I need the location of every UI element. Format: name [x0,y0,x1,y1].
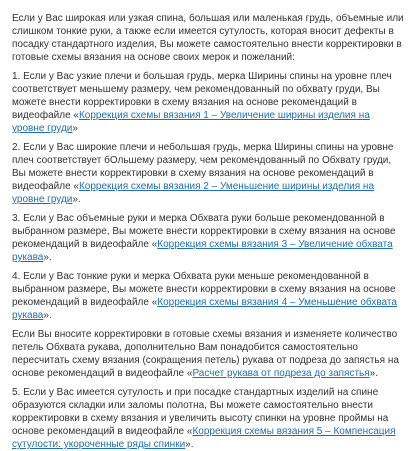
item-1-text: 1. Если у Вас узкие плечи и большая грудь, мерка Ширины спины на уровне плеч соответствует меньшему размеру, чем рекомендованный по обхвату груди, Вы можете внести корректировки в схему вязания на основе рекомендаций в видеофайле « [12,71,392,121]
item-1-paragraph [12,70,404,135]
sleeve-note-after: ». [369,368,379,379]
item-3-paragraph [12,212,404,264]
item-4-link[interactable]: Коррекция схемы вязания 4 – Уменьшение обхвата рукава [12,297,397,321]
item-5-text: 5. Если у Вас имеется сутулость и при посадке стандартных изделий на спине образуются складки или заломы полотна, Вы можете самостоятельно внести корректировки в схему вязания и увеличить высоту спинки на уровне проймы на основе рекомендаций в видеофайле « [12,387,389,437]
item-3-text: 3. Если у Вас объемные руки и мерка Обхвата руки больше рекомендованной в выбранном размере, Вы можете внести корректировки в схему вязания на основе рекомендаций в видеофайле « [12,213,396,250]
sleeve-note-text: Если Вы вносите корректировки в готовые схемы вязания и изменяете количество петель Обхвата рукава, дополнительно Вам понадобится самостоятельно пересчитать схему вязания (сокращения петель) рукава от подреза до запястья на основе рекомендаций в видеофайле « [12,329,399,379]
item-1-link[interactable]: Коррекция схемы вязания 1 – Увеличение ширины изделия на уровне груди [12,110,370,134]
item-2-text: 2. Если у Вас широкие плечи и небольшая грудь, мерка Ширины спины на уровне плеч соответствует бОльшему размеру, чем рекомендованный по Обхвату груди, Вы можете внести корректировки в схему вязания на основе рекомендаций в видеофайле « [12,142,394,192]
item-3-link[interactable]: Коррекция схемы вязания 3 – Увеличение обхвата рукава [12,239,393,263]
item-1-after: » [72,123,78,134]
item-5-link[interactable]: Коррекция схемы вязания 5 – Компенсация сутулости: укороченные ряды спинки [12,426,396,450]
item-5-after: ». [185,439,194,450]
item-5-paragraph [12,386,404,451]
item-2-link[interactable]: Коррекция схемы вязания 2 – Уменьшение ширины изделия на уровне груди [12,181,375,205]
item-2-after: ». [72,194,81,205]
item-3-after: ». [43,252,52,263]
item-4-after: ». [43,310,52,321]
sleeve-note-link[interactable]: Расчет рукава от подреза до запястья [192,368,370,379]
item-2-paragraph [12,141,404,206]
intro-paragraph: Если у Вас широкая или узкая спина, большая или маленькая грудь, объемные или слишком тонкие руки, а также если имеется сутулость, которая вносит дефекты в посадку стандартного изделия, Вы можете самостоятельно внести корректировки в готовые схемы вязания на основе своих мерок и пожеланий: [12,13,404,63]
sleeve-note-paragraph [12,328,404,380]
item-4-paragraph [12,270,404,322]
item-4-text: 4. Если у Вас тонкие руки и мерка Обхвата руки меньше рекомендованной в выбранном размере, Вы можете внести корректировки в схему вязания на основе рекомендаций в видеофайле « [12,271,396,308]
